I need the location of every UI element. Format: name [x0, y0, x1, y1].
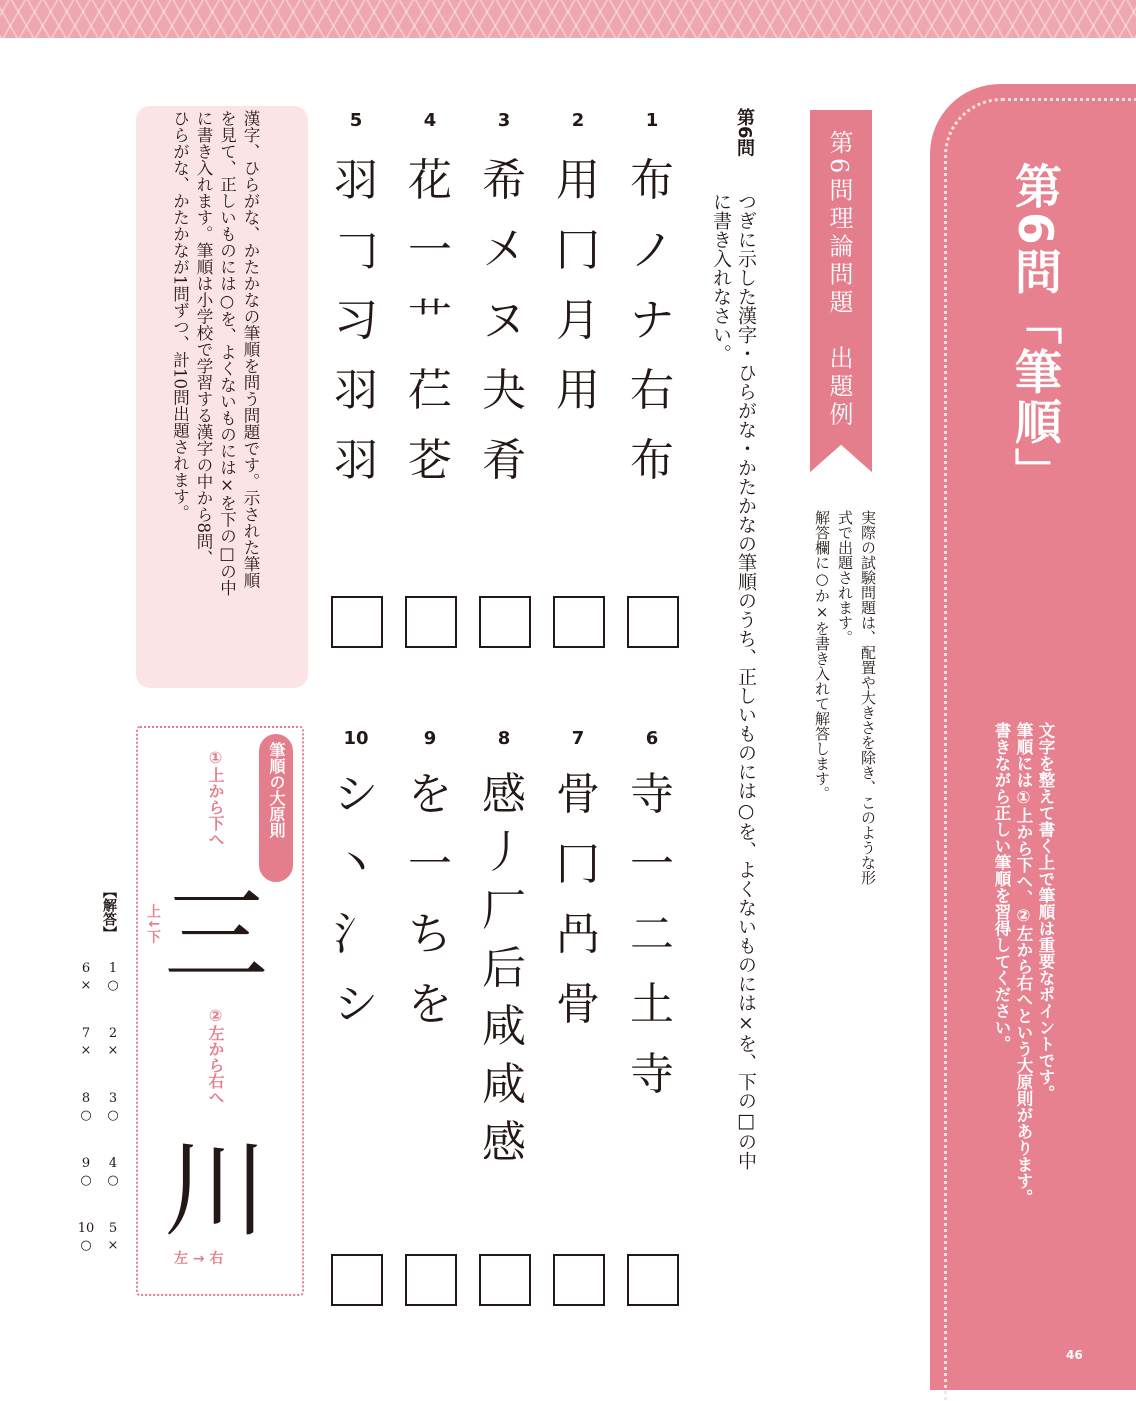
stroke-step: 冎	[556, 909, 600, 960]
principle-tag-label: 筆順の大原則	[267, 742, 286, 838]
stroke-step: 咸	[482, 1059, 526, 1110]
item-number: 8	[497, 728, 511, 749]
stroke-step: 羽	[334, 155, 378, 206]
stroke-step: 寺	[630, 769, 674, 820]
stroke-step: を	[408, 769, 452, 820]
chapter-intro	[990, 722, 1056, 1322]
stroke-sequence-4	[405, 156, 455, 506]
stroke-step: シ	[334, 979, 378, 1030]
item-number: 6	[645, 728, 659, 749]
stroke-step: ヌ	[482, 295, 526, 346]
answer-mark: ○	[107, 978, 119, 993]
answer-box[interactable]	[479, 596, 531, 648]
stroke-step: ノ	[630, 225, 674, 276]
answer-mark: ○	[107, 1173, 119, 1188]
intro-line: 文字を整えて書く上で筆順は重要なポイントです。	[1036, 722, 1055, 1102]
answer-number: 3	[108, 1091, 118, 1106]
answer-column-2	[76, 960, 96, 1285]
answer-number: 2	[108, 1026, 118, 1041]
answer-number: 8	[81, 1091, 91, 1106]
stroke-step: 土	[630, 979, 674, 1030]
answer-box[interactable]	[405, 596, 457, 648]
stroke-step: 感	[482, 1117, 526, 1168]
stroke-sequence-6	[627, 770, 677, 1120]
stroke-step: 羽	[334, 435, 378, 486]
answer-number: 10	[77, 1221, 95, 1236]
item-number: 9	[423, 728, 437, 749]
answer-box[interactable]	[331, 596, 383, 648]
rule1-arrow-label: 上↓下	[145, 904, 161, 944]
answer-box[interactable]	[553, 1254, 605, 1306]
example-char-kawa: 川	[164, 1129, 269, 1251]
stroke-step: 冂	[556, 839, 600, 890]
stroke-step: 羽	[334, 365, 378, 416]
example-char-san: 三	[164, 875, 269, 997]
stroke-step: 肴	[482, 435, 526, 486]
rule-left-to-right: ②左から右へ	[206, 1006, 225, 1105]
answer-number: 9	[81, 1156, 91, 1171]
stroke-step: 艹	[408, 295, 452, 346]
stroke-step: 寺	[630, 1049, 674, 1100]
stroke-step: 一	[408, 839, 452, 890]
stroke-step: 后	[482, 943, 526, 994]
example-ribbon-label: 第6問理論問題 出題例	[825, 130, 853, 430]
answer-mark: ×	[80, 978, 92, 993]
stroke-step: 芢	[408, 365, 452, 416]
stroke-step: 二	[630, 909, 674, 960]
stroke-step: 丿	[482, 827, 526, 878]
stroke-step: 布	[630, 435, 674, 486]
explanation-line: に書き入れます。筆順は小学校で学習する漢字の中から8問、	[194, 110, 213, 566]
stroke-step: 希	[482, 155, 526, 206]
stroke-step: 布	[630, 155, 674, 206]
stroke-sequence-9	[405, 770, 455, 1050]
intro-line: 筆順には①上から下へ、②左から右へという大原則があります。	[1014, 722, 1033, 1206]
stroke-step: を	[408, 979, 452, 1030]
stroke-step: 用	[556, 365, 600, 416]
answer-number: 5	[108, 1221, 118, 1236]
stroke-step: シ	[334, 769, 378, 820]
stroke-step: 丶	[334, 839, 378, 890]
stroke-step: 夬	[482, 365, 526, 416]
answer-mark: ○	[80, 1238, 92, 1253]
answer-number: 7	[81, 1026, 91, 1041]
item-number: 7	[571, 728, 585, 749]
answer-mark: ×	[107, 1238, 119, 1253]
answer-mark: ×	[80, 1043, 92, 1058]
stroke-step: 芲	[408, 435, 452, 486]
stroke-sequence-5	[331, 156, 381, 506]
stroke-step: 感	[482, 769, 526, 820]
stroke-step: 一	[630, 839, 674, 890]
note-line: 実際の試験問題は、配置や大きさを除き、このような形式で出題されます。	[836, 510, 877, 885]
answer-box[interactable]	[627, 1254, 679, 1306]
answer-heading: 【解答】	[101, 884, 117, 940]
stroke-sequence-10	[331, 770, 381, 1050]
answer-box[interactable]	[553, 596, 605, 648]
answer-mark: ○	[107, 1108, 119, 1123]
answer-mark: ○	[80, 1108, 92, 1123]
top-pattern-band	[0, 0, 1136, 38]
explanation-line: ひらがな、かたかなが1問ずつ、計10問出題されます。	[170, 110, 190, 521]
answer-mark: ×	[107, 1043, 119, 1058]
stroke-step: ナ	[630, 295, 674, 346]
exam-note	[810, 510, 879, 890]
stroke-sequence-2	[553, 156, 603, 436]
item-number: 5	[349, 110, 363, 131]
stroke-step: 一	[408, 225, 452, 276]
question-heading: 第6問	[734, 108, 755, 157]
stroke-step: 骨	[556, 979, 600, 1030]
answer-column-1	[104, 960, 122, 1285]
stroke-step: 冂	[556, 225, 600, 276]
item-number: 2	[571, 110, 585, 131]
question-text	[708, 192, 758, 1202]
answer-box[interactable]	[627, 596, 679, 648]
stroke-step: 月	[556, 295, 600, 346]
stroke-step: 用	[556, 155, 600, 206]
item-number: 10	[343, 728, 369, 749]
explanation-line: を見て、正しいものには○を、よくないものには×を下の□の中	[217, 110, 237, 596]
question-line: に書き入れなさい。	[710, 192, 732, 363]
stroke-step: 花	[408, 155, 452, 206]
item-number: 4	[423, 110, 437, 131]
answer-mark: ○	[80, 1173, 92, 1188]
stroke-sequence-3	[479, 156, 529, 506]
answer-number: 6	[81, 961, 91, 976]
question-line: つぎに示した漢字・ひらがな・かたかなの筆順のうち、正しいものには○を、よくないものには×を、下の□の中	[735, 192, 757, 1170]
stroke-step: 𠃌	[334, 225, 378, 276]
stroke-step: ち	[408, 909, 452, 960]
rule2-arrow-label: 左 → 右	[174, 1251, 224, 1267]
stroke-step: 氵	[334, 909, 378, 960]
explanation-line: 漢字、ひらがな、かたかなの筆順を問う問題です。示された筆順	[241, 110, 260, 589]
answer-box[interactable]	[479, 1254, 531, 1306]
answer-box[interactable]	[331, 1254, 383, 1306]
stroke-sequence-8	[479, 770, 529, 1176]
note-line: 解答欄に○か×を書き入れて解答します。	[813, 510, 831, 801]
stroke-step: 厂	[482, 885, 526, 936]
explanation-text	[168, 110, 262, 670]
stroke-step: 㐅	[482, 225, 526, 276]
answer-number: 1	[108, 961, 118, 976]
rule-top-to-bottom: ①上から下へ	[206, 748, 225, 847]
item-number: 1	[645, 110, 659, 131]
item-number: 3	[497, 110, 511, 131]
stroke-sequence-7	[553, 770, 603, 1050]
stroke-sequence-1	[627, 156, 677, 506]
page-number: 46	[1066, 1348, 1083, 1362]
stroke-step: 右	[630, 365, 674, 416]
stroke-step: 咸	[482, 1001, 526, 1052]
answer-number: 4	[108, 1156, 118, 1171]
chapter-title: 第6問「筆順」	[1007, 162, 1062, 498]
stroke-step: 习	[334, 295, 378, 346]
answer-box[interactable]	[405, 1254, 457, 1306]
stroke-step: 骨	[556, 769, 600, 820]
intro-line: 書きながら正しい筆順を習得してください。	[992, 722, 1011, 1052]
